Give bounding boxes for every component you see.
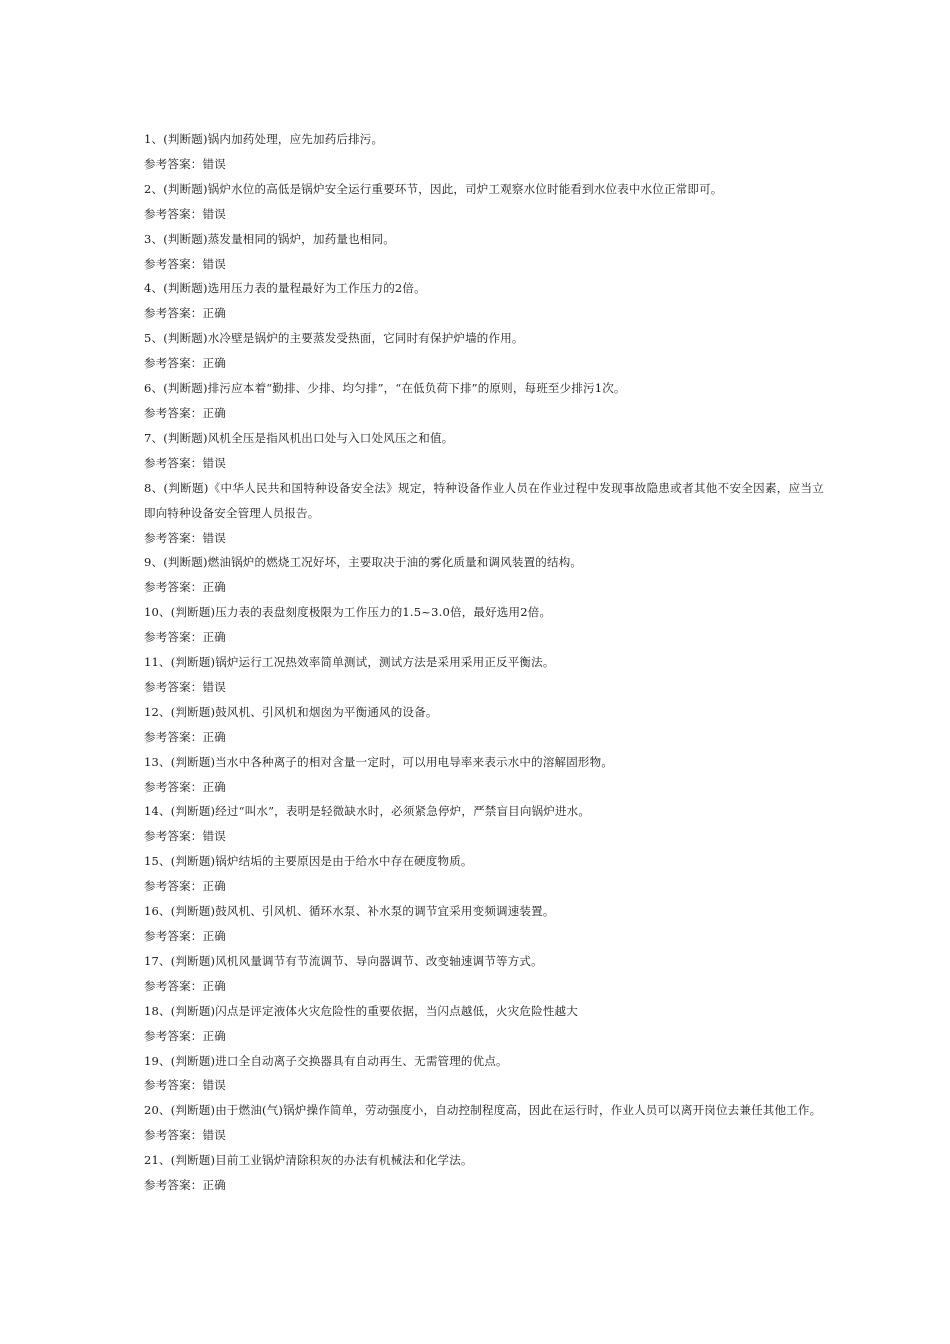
answer-value: 错误 bbox=[202, 156, 226, 171]
question-statement: 锅炉水位的高低是锅炉安全运行重要环节，因此，司炉工观察水位时能看到水位表中水位正常即可。 bbox=[207, 181, 723, 196]
answer-line bbox=[144, 1073, 824, 1098]
answer-label: 参考答案： bbox=[144, 729, 203, 744]
answer-line bbox=[144, 152, 824, 177]
question-item bbox=[144, 550, 824, 600]
answer-line bbox=[144, 351, 824, 376]
answer-line bbox=[144, 824, 824, 849]
question-statement: 排污应本着“勤排、少排、均匀排”，“在低负荷下排”的原则，每班至少排污1次。 bbox=[207, 381, 626, 396]
question-text bbox=[144, 849, 824, 874]
question-statement: 风机全压是指风机出口处与入口处风压之和值。 bbox=[207, 430, 454, 445]
question-number: 1、 bbox=[144, 132, 164, 146]
answer-value: 正确 bbox=[202, 1028, 226, 1043]
question-type: (判断题) bbox=[170, 1053, 216, 1068]
question-text bbox=[144, 1098, 824, 1123]
question-text bbox=[144, 700, 824, 725]
answer-label: 参考答案： bbox=[144, 630, 203, 645]
question-number: 11、 bbox=[144, 655, 171, 670]
answer-line bbox=[144, 974, 824, 999]
question-statement: 水冷壁是锅炉的主要蒸发受热面，它同时有保护炉墙的作用。 bbox=[207, 331, 524, 346]
question-item bbox=[144, 650, 824, 700]
answer-value: 错误 bbox=[202, 1078, 226, 1093]
question-statement: 锅炉结垢的主要原因是由于给水中存在硬度物质。 bbox=[215, 854, 473, 869]
answer-value: 正确 bbox=[202, 779, 226, 794]
answer-line bbox=[144, 1024, 824, 1049]
question-statement: 锅炉运行工况热效率简单测试，测试方法是采用采用正反平衡法。 bbox=[215, 655, 555, 670]
answer-value: 正确 bbox=[202, 405, 226, 420]
answer-line bbox=[144, 924, 824, 949]
answer-line bbox=[144, 625, 824, 650]
answer-label: 参考答案： bbox=[144, 779, 203, 794]
answer-label: 参考答案： bbox=[144, 156, 203, 171]
answer-label: 参考答案： bbox=[144, 356, 203, 371]
question-statement: 锅内加药处理，应先加药后排污。 bbox=[207, 132, 384, 146]
answer-label: 参考答案： bbox=[144, 679, 203, 694]
answer-label: 参考答案： bbox=[144, 1028, 203, 1043]
question-number: 21、 bbox=[144, 1153, 171, 1168]
question-statement: 由于燃油(气)锅炉操作简单，劳动强度小，自动控制程度高，因此在运行时，作业人员可以离开岗位去兼任其他工作。 bbox=[215, 1103, 822, 1118]
question-type: (判断题) bbox=[163, 381, 208, 396]
answer-label: 参考答案： bbox=[144, 929, 203, 943]
answer-value: 错误 bbox=[202, 455, 226, 470]
answer-value: 错误 bbox=[202, 530, 226, 545]
question-item bbox=[144, 949, 824, 999]
answer-value: 正确 bbox=[202, 630, 226, 645]
answer-value: 正确 bbox=[202, 356, 226, 371]
question-text bbox=[144, 127, 824, 152]
question-text bbox=[144, 1148, 824, 1173]
answer-value: 错误 bbox=[202, 829, 226, 844]
question-statement: 鼓风机、引风机和烟囱为平衡通风的设备。 bbox=[215, 704, 438, 719]
question-type: (判断题) bbox=[163, 132, 208, 146]
question-number: 12、 bbox=[144, 704, 171, 719]
question-item bbox=[144, 227, 824, 277]
answer-line bbox=[144, 575, 824, 600]
question-type: (判断题) bbox=[163, 281, 208, 296]
question-number: 10、 bbox=[144, 605, 171, 620]
question-statement: 闪点是评定液体火灾危险性的重要依据，当闪点越低，火灾危险性越大 bbox=[215, 1003, 578, 1018]
answer-line bbox=[144, 202, 824, 227]
question-statement: 鼓风机、引风机、循环水泵、补水泵的调节宜采用变频调速装置。 bbox=[215, 904, 555, 919]
answer-label: 参考答案： bbox=[144, 455, 203, 470]
question-text bbox=[144, 227, 824, 252]
question-text bbox=[144, 600, 824, 625]
question-type: (判断题) bbox=[170, 704, 216, 719]
answer-value: 错误 bbox=[202, 1128, 226, 1143]
question-statement: 《中华人民共和国特种设备安全法》规定，特种设备作业人员在作业过程中发现事故隐患或者其他不安全因素，应当立即向特种设备安全管理人员报告。 bbox=[144, 480, 824, 520]
question-statement: 燃油锅炉的燃烧工况好坏，主要取决于油的雾化质量和调风装置的结构。 bbox=[207, 555, 583, 570]
question-text bbox=[144, 276, 824, 301]
answer-label: 参考答案： bbox=[144, 1178, 203, 1193]
question-number: 13、 bbox=[144, 754, 171, 769]
answer-line bbox=[144, 526, 824, 551]
question-item bbox=[144, 1098, 824, 1148]
question-text bbox=[144, 899, 824, 924]
answer-value: 正确 bbox=[202, 929, 226, 943]
answer-line bbox=[144, 725, 824, 750]
question-text bbox=[144, 949, 824, 974]
question-statement: 当水中各种离子的相对含量一定时，可以用电导率来表示水中的溶解固形物。 bbox=[215, 754, 614, 769]
question-type: (判断题) bbox=[163, 331, 208, 346]
answer-line bbox=[144, 1123, 824, 1148]
question-statement: 压力表的表盘刻度极限为工作压力的1.5~3.0倍，最好选用2倍。 bbox=[215, 605, 552, 620]
question-number: 2、 bbox=[144, 181, 164, 196]
question-item bbox=[144, 700, 824, 750]
question-list bbox=[144, 127, 824, 1198]
question-statement: 选用压力表的量程最好为工作压力的2倍。 bbox=[207, 281, 426, 296]
question-text bbox=[144, 750, 824, 775]
answer-value: 错误 bbox=[202, 256, 226, 271]
question-statement: 进口全自动离子交换器具有自动再生、无需管理的优点。 bbox=[215, 1053, 508, 1068]
answer-label: 参考答案： bbox=[144, 978, 203, 993]
question-text bbox=[144, 650, 824, 675]
question-text bbox=[144, 326, 824, 351]
question-text bbox=[144, 550, 824, 575]
question-item bbox=[144, 999, 824, 1049]
answer-line bbox=[144, 675, 824, 700]
question-type: (判断题) bbox=[170, 904, 216, 919]
question-type: (判断题) bbox=[163, 231, 208, 246]
question-number: 8、 bbox=[144, 480, 164, 495]
question-number: 14、 bbox=[144, 804, 171, 819]
question-type: (判断题) bbox=[170, 1103, 216, 1118]
answer-value: 正确 bbox=[202, 729, 226, 744]
answer-value: 正确 bbox=[202, 580, 226, 595]
answer-line bbox=[144, 1173, 824, 1198]
answer-value: 错误 bbox=[202, 206, 226, 221]
question-type: (判断题) bbox=[163, 480, 209, 495]
question-number: 4、 bbox=[144, 281, 164, 296]
question-item bbox=[144, 326, 824, 376]
answer-line bbox=[144, 874, 824, 899]
question-statement: 目前工业锅炉清除积灰的办法有机械法和化学法。 bbox=[215, 1153, 473, 1168]
question-number: 19、 bbox=[144, 1053, 171, 1068]
question-item bbox=[144, 476, 824, 551]
question-type: (判断题) bbox=[170, 1003, 216, 1018]
question-number: 17、 bbox=[144, 953, 171, 968]
answer-value: 正确 bbox=[202, 879, 226, 894]
answer-value: 正确 bbox=[202, 978, 226, 993]
question-type: (判断题) bbox=[163, 430, 208, 445]
question-number: 5、 bbox=[144, 331, 164, 346]
question-text bbox=[144, 999, 824, 1024]
answer-value: 正确 bbox=[202, 1178, 226, 1193]
answer-label: 参考答案： bbox=[144, 405, 203, 420]
answer-line bbox=[144, 401, 824, 426]
question-text bbox=[144, 426, 824, 451]
answer-line bbox=[144, 301, 824, 326]
question-type: (判断题) bbox=[170, 754, 216, 769]
question-type: (判断题) bbox=[163, 555, 208, 570]
question-text bbox=[144, 177, 824, 202]
question-statement: 经过“叫水”，表明是轻微缺水时，必须紧急停炉，严禁盲目向锅炉进水。 bbox=[215, 804, 591, 819]
answer-label: 参考答案： bbox=[144, 829, 203, 844]
answer-line bbox=[144, 252, 824, 277]
answer-line bbox=[144, 775, 824, 800]
question-type: (判断题) bbox=[163, 181, 208, 196]
answer-value: 错误 bbox=[202, 679, 226, 694]
question-number: 15、 bbox=[144, 854, 171, 869]
question-type: (判断题) bbox=[170, 1153, 216, 1168]
answer-label: 参考答案： bbox=[144, 206, 203, 221]
question-text bbox=[144, 1049, 824, 1074]
question-number: 18、 bbox=[144, 1003, 171, 1018]
question-statement: 风机风量调节有节流调节、导向器调节、改变轴速调节等方式。 bbox=[215, 953, 543, 968]
answer-label: 参考答案： bbox=[144, 256, 203, 271]
question-number: 9、 bbox=[144, 555, 164, 570]
question-number: 6、 bbox=[144, 381, 164, 396]
question-item bbox=[144, 376, 824, 426]
answer-value: 正确 bbox=[202, 306, 226, 321]
answer-label: 参考答案： bbox=[144, 306, 203, 321]
question-text bbox=[144, 476, 824, 526]
question-type: (判断题) bbox=[170, 605, 216, 620]
question-item bbox=[144, 600, 824, 650]
question-item bbox=[144, 276, 824, 326]
question-item bbox=[144, 177, 824, 227]
question-item bbox=[144, 1148, 824, 1198]
answer-label: 参考答案： bbox=[144, 1128, 203, 1143]
answer-label: 参考答案： bbox=[144, 1078, 203, 1093]
answer-line bbox=[144, 451, 824, 476]
question-type: (判断题) bbox=[170, 804, 216, 819]
question-type: (判断题) bbox=[170, 655, 216, 670]
question-number: 7、 bbox=[144, 430, 164, 445]
question-item bbox=[144, 799, 824, 849]
question-type: (判断题) bbox=[170, 854, 216, 869]
answer-label: 参考答案： bbox=[144, 580, 203, 595]
question-statement: 蒸发量相同的锅炉，加药量也相同。 bbox=[207, 231, 395, 246]
question-type: (判断题) bbox=[170, 953, 216, 968]
answer-label: 参考答案： bbox=[144, 530, 203, 545]
question-text bbox=[144, 376, 824, 401]
question-item bbox=[144, 849, 824, 899]
question-item bbox=[144, 750, 824, 800]
question-text bbox=[144, 799, 824, 824]
question-item bbox=[144, 899, 824, 949]
question-item bbox=[144, 1049, 824, 1099]
question-number: 16、 bbox=[144, 904, 171, 919]
question-item bbox=[144, 426, 824, 476]
question-item bbox=[144, 127, 824, 177]
question-number: 3、 bbox=[144, 231, 164, 246]
answer-label: 参考答案： bbox=[144, 879, 203, 894]
question-number: 20、 bbox=[144, 1103, 171, 1118]
